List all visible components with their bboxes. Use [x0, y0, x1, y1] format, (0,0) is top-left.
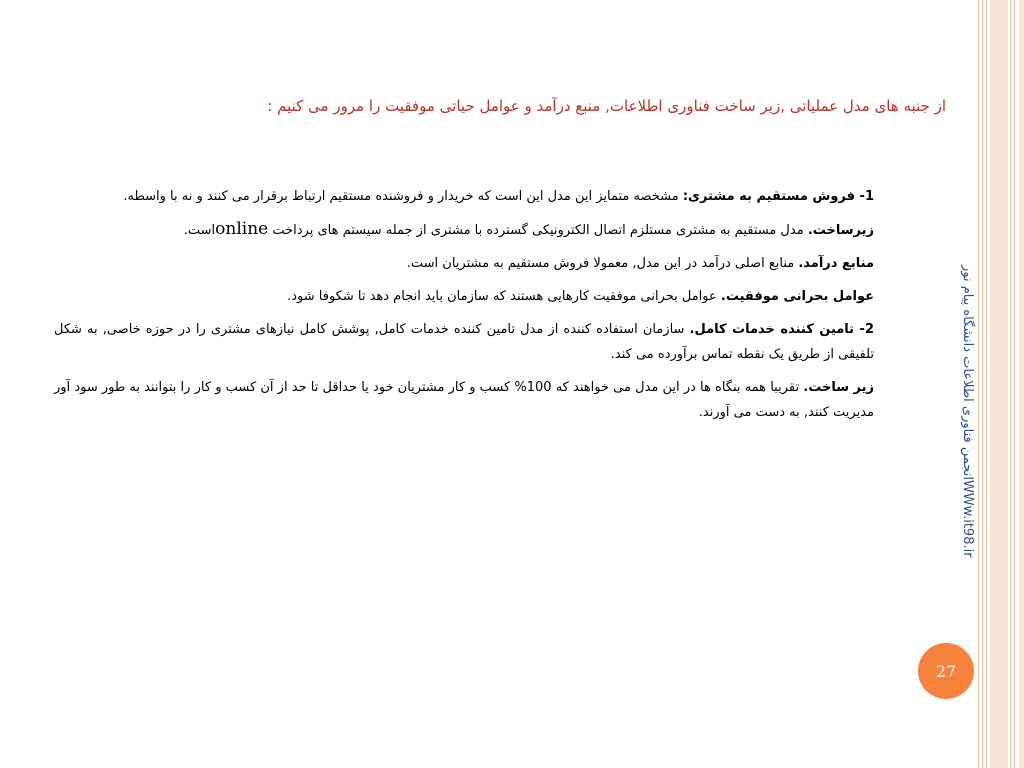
paragraph-heading: 2- تامین کننده خدمات کامل. — [689, 322, 874, 337]
paragraph — [54, 251, 874, 276]
decor-band — [990, 0, 1008, 768]
decor-stripe — [978, 0, 979, 768]
slide-title: از جنبه های مدل عملیاتی ,زیر ساخت فناوری اطلاعات, منبع درآمد و عوامل حیاتی موفقیت را مرور می کنیم : — [267, 97, 946, 115]
side-watermark-text: WWw.it98.irانجمن فناوری اطلاعات دانشگاه پیام نور — [960, 265, 975, 558]
paragraph-heading: عوامل بحرانی موفقیت. — [720, 289, 874, 304]
paragraph — [54, 317, 874, 367]
decor-stripe — [986, 0, 987, 768]
paragraph-heading: زیرساخت. — [807, 223, 874, 238]
paragraph-text: سازمان استفاده کننده از مدل تامین کننده خدمات کامل, پوشش کامل نیازهای مشتری را در حوزه خاصی, به شکل تلفیقی از طریق یک نقطه تماس برآورده می کند. — [54, 322, 874, 362]
decor-band — [1019, 0, 1024, 768]
paragraph-heading: زیر ساخت. — [803, 380, 874, 395]
paragraph — [54, 375, 874, 425]
paragraph-emphasis: online — [215, 219, 269, 239]
paragraph-text: مشخصه متمایز این مدل این است که خریدار و فروشنده مستقیم ارتباط برقرار می کنند و نه با واسطه. — [123, 189, 683, 204]
paragraph-text: مدل مستقیم به مشتری مستلزم اتصال الکترونیکی گسترده با مشتری از جمله سیستم های پرداخت — [268, 223, 808, 238]
paragraph-text: منابع اصلی درآمد در این مدل, معمولا فروش مستقیم به مشتریان است. — [406, 256, 799, 271]
page-number: 27 — [935, 661, 957, 681]
paragraph-heading: منابع درآمد. — [798, 256, 874, 271]
paragraph — [54, 284, 874, 309]
paragraph — [54, 184, 874, 209]
paragraph-text: تقریبا همه بنگاه ها در این مدل می خواهند که 100% کسب و کار مشتریان خود یا حداقل تا حد از آن کسب و کار را بتوانند به طور سود آور مدیریت کنند, به دست می آورند. — [54, 380, 874, 420]
decor-stripe — [1014, 0, 1015, 768]
page-number-badge — [918, 643, 974, 699]
paragraph — [54, 217, 874, 243]
decor-stripe — [1010, 0, 1011, 768]
paragraph-text: عوامل بحرانی موفقیت کارهایی هستند که سازمان باید انجام دهد تا شکوفا شود. — [287, 289, 721, 304]
paragraph-heading: 1- فروش مستقیم به مشتری: — [682, 189, 874, 204]
slide-body — [54, 184, 874, 433]
paragraph-tail: است. — [183, 223, 216, 238]
decor-stripe — [982, 0, 983, 768]
